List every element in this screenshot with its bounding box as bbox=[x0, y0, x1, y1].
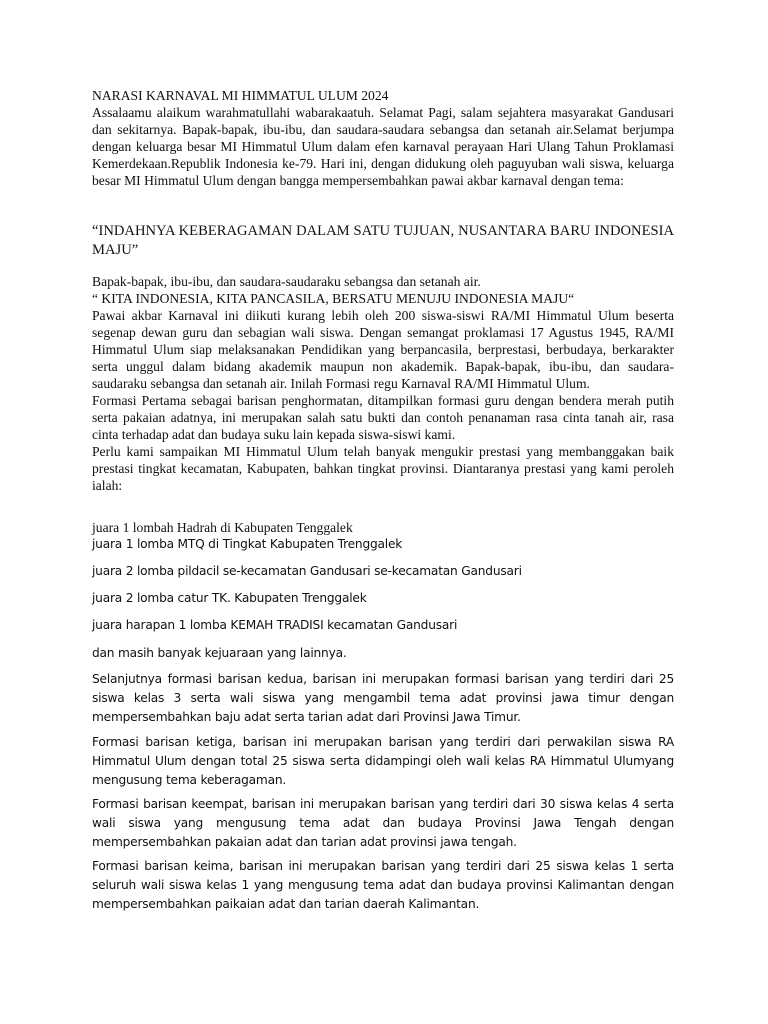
achievement-item: juara 1 lombah Hadrah di Kabupaten Tenggalek bbox=[92, 520, 353, 535]
document-title: NARASI KARNAVAL MI HIMMATUL ULUM 2024 bbox=[92, 88, 389, 103]
achievement-item: juara harapan 1 lomba KEMAH TRADISI kecamatan Gandusari bbox=[92, 618, 458, 632]
greeting-line: Bapak-bapak, ibu-ibu, dan saudara-saudaraku sebangsa dan setanah air. bbox=[92, 274, 481, 289]
achievements-intro-paragraph: Perlu kami sampaikan MI Himmatul Ulum telah banyak mengukir prestasi yang membanggakan baik prestasi tingkat kecamatan, Kabupaten, bahkan tingkat provinsi. Diantaranya prestasi yang kami peroleh ialah: bbox=[92, 444, 674, 493]
achievement-item: juara 2 lomba pildacil se-kecamatan Gandusari se-kecamatan Gandusari bbox=[92, 564, 522, 578]
intro-paragraph: Assalaamu alaikum warahmatullahi wabarakaatuh. Selamat Pagi, salam sejahtera masyarakat Gandusari dan sekitarnya. Bapak-bapak, ibu-ibu, dan saudara-saudara sebangsa dan setanah air.Selamat berjumpa dengan keluarga besar MI Himmatul Ulum dalam efen karnaval perayaan Hari Ulang Tahun Proklamasi Kemerdekaan.Republik Indonesia ke-79. Hari ini, dengan didukung oleh paguyuban wali siswa, keluarga besar MI Himmatul Ulum dengan bangga mempersembahkan pawai akbar karnaval dengan tema: bbox=[92, 105, 674, 188]
theme-quote: “INDAHNYA KEBERAGAMAN DALAM SATU TUJUAN, NUSANTARA BARU INDONESIA MAJU” bbox=[92, 223, 674, 258]
more-achievements-line: dan masih banyak kejuaraan yang lainnya. bbox=[92, 646, 347, 660]
achievement-item: juara 2 lomba catur TK. Kabupaten Trenggalek bbox=[92, 591, 367, 605]
formation-3-paragraph: Formasi barisan ketiga, barisan ini merupakan barisan yang terdiri dari perwakilan siswa RA Himmatul Ulum dengan total 25 siswa serta didampingi oleh wali kelas RA Himmatul Ulumyang mengusung tema keberagaman. bbox=[92, 735, 674, 787]
formation-1-paragraph: Formasi Pertama sebagai barisan penghormatan, ditampilkan formasi guru dengan bendera merah putih serta pakaian adatnya, ini merupakan salah satu bukti dan contoh penanaman rasa cinta tanah air, rasa cinta terhadap adat dan budaya suku lain kepada siswa-siswi kami. bbox=[92, 393, 674, 442]
formation-4-paragraph: Formasi barisan keempat, barisan ini merupakan barisan yang terdiri dari 30 siswa kelas 4 serta wali siswa yang mengusung tema adat dan budaya Provinsi Jawa Tengah dengan mempersembahkan pakaian adat dan tarian adat provinsi jawa tengah. bbox=[92, 797, 674, 849]
parade-paragraph: Pawai akbar Karnaval ini diikuti kurang lebih oleh 200 siswa-siswi RA/MI Himmatul Ulum beserta segenap dewan guru dan sebagian wali siswa. Dengan semangat proklamasi 17 Agustus 1945, RA/MI Himmatul Ulum siap melaksanakan Pendidikan yang berpancasila, berprestasi, berbudaya, berkarakter serta unggul dalam bidang akademik maupun non akademik. Bapak-bapak, ibu-ibu, dan saudara-saudaraku sebangsa dan setanah air. Inilah Formasi regu Karnaval RA/MI Himmatul Ulum. bbox=[92, 308, 674, 391]
achievement-item: juara 1 lomba MTQ di Tingkat Kabupaten Trenggalek bbox=[92, 537, 403, 551]
formation-5-paragraph: Formasi barisan keima, barisan ini merupakan barisan yang terdiri dari 25 siswa kelas 1 serta seluruh wali siswa kelas 1 yang mengusung tema adat dan budaya provinsi Kalimantan dengan mempersembahkan paikaian adat dan tarian daerah Kalimantan. bbox=[92, 859, 674, 911]
slogan-line: “ KITA INDONESIA, KITA PANCASILA, BERSATU MENUJU INDONESIA MAJU“ bbox=[92, 291, 575, 306]
formation-2-paragraph: Selanjutnya formasi barisan kedua, barisan ini merupakan formasi barisan yang terdiri dari 25 siswa kelas 3 serta wali siswa yang mengambil tema adat provinsi jawa timur dengan mempersembahkan baju adat serta tarian adat dari Provinsi Jawa Timur. bbox=[92, 672, 674, 724]
